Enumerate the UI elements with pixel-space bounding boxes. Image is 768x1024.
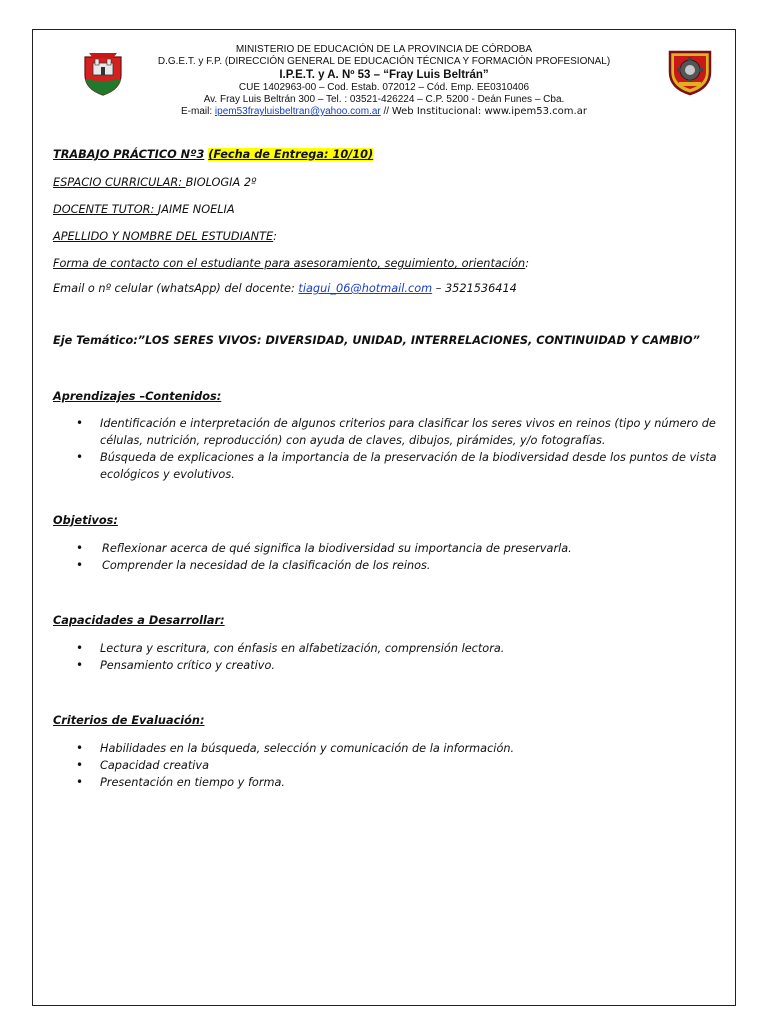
list-item: • Lectura y escritura, con énfasis en alfabetización, comprensión lectora. — [53, 640, 725, 657]
header-school-name: I.P.E.T. y A. Nº 53 – “Fray Luis Beltrán” — [279, 69, 489, 81]
institution-header — [33, 44, 735, 118]
page-frame — [32, 29, 736, 1006]
student-line — [53, 228, 277, 245]
contact-prefix: Email o nº celular (whatsApp) del docente: — [53, 282, 299, 295]
header-email-label: E-mail: — [181, 106, 215, 117]
objetivos-list — [53, 540, 725, 574]
axis-value: ”LOS SERES VIVOS: DIVERSIDAD, UNIDAD, INTERRELACIONES, CONTINUIDAD Y CAMBIO” — [137, 334, 700, 347]
header-directorate: D.G.E.T. y F.P. (DIRECCIÓN GENERAL DE EDUCACIÓN TÉCNICA Y FORMACIÓN PROFESIONAL) — [157, 56, 611, 67]
title-line — [53, 146, 373, 163]
header-website: Web Institucional: www.ipem53.com.ar — [391, 106, 587, 117]
contact-colon: : — [525, 257, 530, 270]
list-item: • Presentación en tiempo y forma. — [53, 774, 725, 791]
contact-heading-line — [53, 255, 529, 272]
capacidades-heading: Capacidades a Desarrollar: — [53, 614, 225, 627]
criterios-list — [53, 740, 725, 791]
list-item: • Búsqueda de explicaciones a la importancia de la preservación de la biodiversidad desde los puntos de vista ecológicos y evolutivos. — [53, 449, 725, 483]
teacher-email-link[interactable]: tiagui_06@hotmail.com — [298, 282, 433, 295]
list-item: • Reflexionar acerca de qué significa la biodiversidad su importancia de preservarla. — [53, 540, 725, 557]
header-codes: CUE 1402963-00 – Cod. Estab. 072012 – Cód. Emp. EE0310406 — [238, 82, 530, 93]
teacher-phone: – 3521536414 — [432, 282, 517, 295]
aprendizajes-list — [53, 415, 725, 483]
capacidades-list — [53, 640, 725, 674]
header-ministry: MINISTERIO DE EDUCACIÓN DE LA PROVINCIA DE CÓRDOBA — [235, 44, 533, 55]
header-contact-line — [33, 106, 735, 118]
list-item: • Comprender la necesidad de la clasificación de los reinos. — [53, 557, 725, 574]
teacher-value: JAIME NOELIA — [157, 203, 235, 216]
thematic-axis-line — [53, 332, 700, 349]
student-colon: : — [273, 230, 277, 243]
header-separator: // — [380, 106, 392, 117]
list-item: • Habilidades en la búsqueda, selección y comunicación de la información. — [53, 740, 725, 757]
header-address: Av. Fray Luis Beltrán 300 – Tel. : 03521-426224 – C.P. 5200 - Deán Funes – Cba. — [203, 94, 565, 105]
due-date: (Fecha de Entrega: 10/10) — [208, 148, 374, 161]
subject-line — [53, 174, 256, 191]
axis-label: Eje Temático: — [53, 334, 138, 347]
objetivos-heading: Objetivos: — [53, 514, 118, 527]
subject-label: ESPACIO CURRICULAR: — [53, 176, 186, 189]
subject-value: BIOLOGIA 2º — [185, 176, 257, 189]
list-item: • Identificación e interpretación de algunos criterios para clasificar los seres vivos en reinos (tipo y número de células, nutrición, reproducción) con ayuda de claves, dibujos, pirámides, y/o fotografías. — [53, 415, 725, 449]
page-title: TRABAJO PRÁCTICO Nº3 — [53, 148, 205, 161]
header-email-link[interactable]: ipem53frayluisbeltran@yahoo.com.ar — [214, 106, 381, 117]
teacher-line — [53, 201, 235, 218]
teacher-label: DOCENTE TUTOR: — [53, 203, 158, 216]
aprendizajes-heading: Aprendizajes –Contenidos: — [53, 390, 222, 403]
contact-label: Forma de contacto con el estudiante para asesoramiento, seguimiento, orientación — [53, 257, 526, 270]
contact-line — [53, 280, 517, 297]
student-label: APELLIDO Y NOMBRE DEL ESTUDIANTE — [53, 230, 274, 243]
criterios-heading: Criterios de Evaluación: — [53, 714, 205, 727]
list-item: • Pensamiento crítico y creativo. — [53, 657, 725, 674]
list-item: • Capacidad creativa — [53, 757, 725, 774]
